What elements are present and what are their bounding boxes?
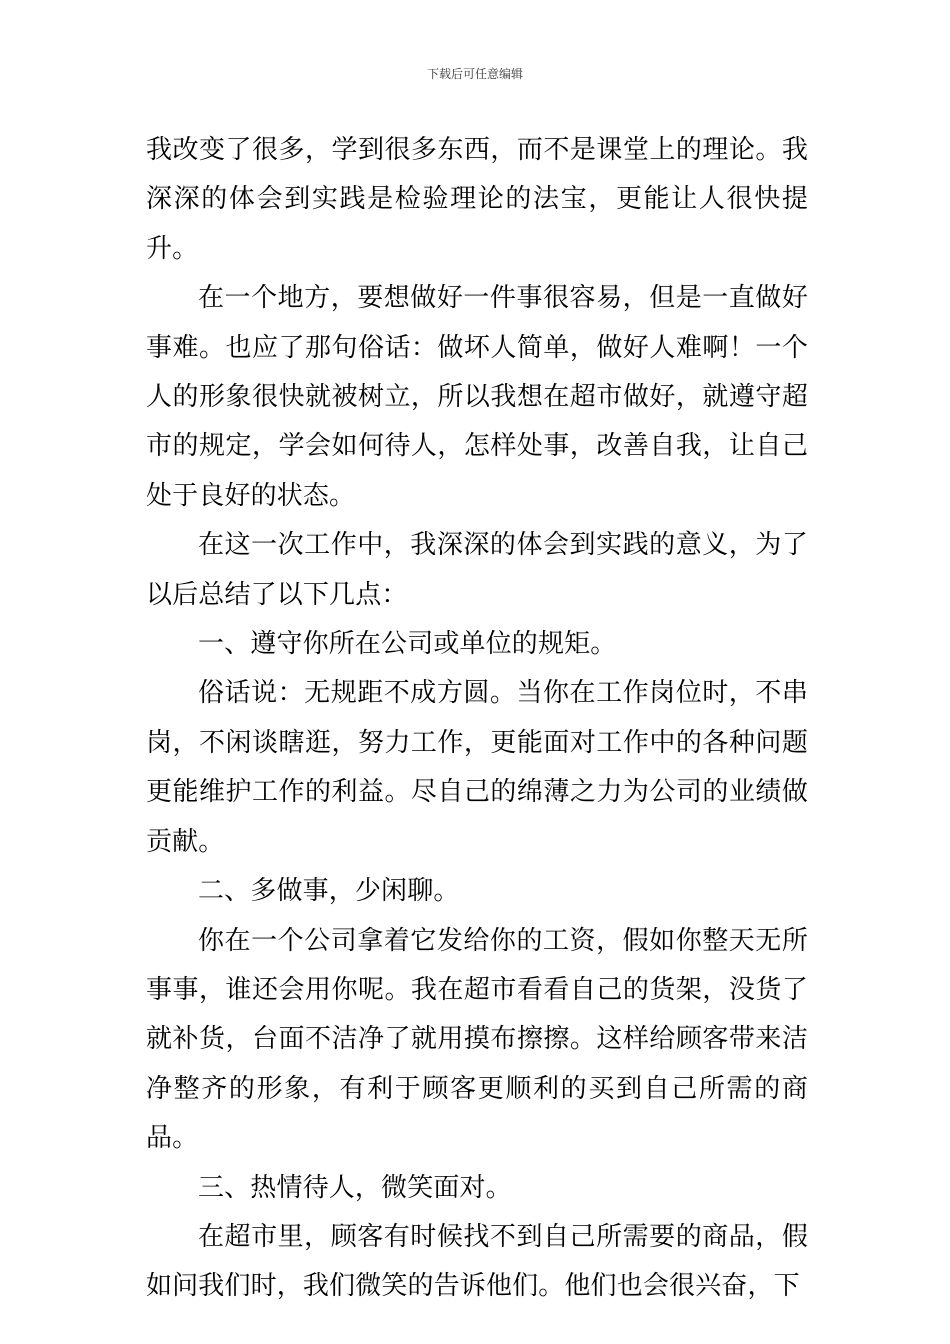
paragraph-5: 你在一个公司拿着它发给你的工资，假如你整天无所事事，谁还会用你呢。我在超市看看自己的货架，没货了就补货，台面不洁净了就用摸布擦擦。这样给顾客带来洁净整齐的形象，有利于顾客更顺利的买到自己所需的商品。 [146, 925, 808, 1154]
paragraph-2: 在一个地方，要想做好一件事很容易，但是一直做好事难。也应了那句俗话：做坏人简单，做好人难啊！一个人的形象很快就被树立，所以我想在超市做好，就遵守超市的规定，学会如何待人，怎样处事，改善自我，让自己处于良好的状态。 [146, 283, 808, 511]
paragraph-6: 在超市里，顾客有时候找不到自己所需要的商品，假如问我们时，我们微笑的告诉他们。他们也会很兴奋，下 [146, 1221, 808, 1302]
document-body [146, 126, 808, 1312]
page-header: 下载后可任意编辑 [426, 67, 523, 81]
section-heading-2: 二、多做事，少闲聊。 [198, 876, 460, 907]
section-heading-3: 三、热情待人，微笑面对。 [198, 1172, 512, 1203]
paragraph-4: 俗话说：无规距不成方圆。当你在工作岗位时，不串岗，不闲谈瞎逛，努力工作，更能面对工作中的各种问题更能维护工作的利益。尽自己的绵薄之力为公司的业绩做贡献。 [146, 678, 808, 857]
paragraph-3: 在这一次工作中，我深深的体会到实践的意义，为了以后总结了以下几点： [146, 530, 808, 610]
paragraph-1: 我改变了很多，学到很多东西，而不是课堂上的理论。我深深的体会到实践是检验理论的法宝，更能让人很快提升。 [146, 135, 808, 264]
section-heading-1: 一、遵守你所在公司或单位的规矩。 [198, 629, 617, 660]
